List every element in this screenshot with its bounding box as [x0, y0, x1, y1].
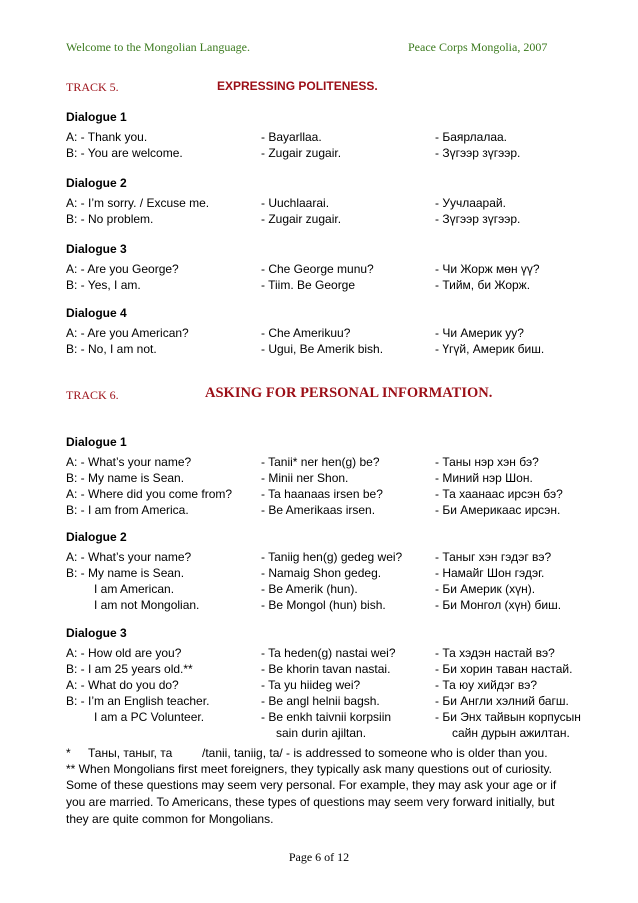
transliteration-text: - Be enkh taivnii korpsiin	[261, 710, 392, 724]
dialogue-line	[66, 550, 586, 566]
header-organization: Peace Corps Mongolia, 2007	[408, 40, 548, 54]
dialogue-line	[66, 278, 586, 294]
dialogue-line	[66, 678, 586, 694]
track-title: ASKING FOR PERSONAL INFORMATION.	[205, 385, 493, 401]
english-text: B: - My name is Sean.	[66, 471, 185, 485]
notes-paragraph: Some of these questions may seem very personal. For example, they may ask your age or if you are married. To Americans, these types of questions may seem very forward initially, but they are quite common for Mongolians.	[66, 778, 557, 826]
mongolian-text: - Баярлалаа.	[435, 130, 507, 144]
footnote-text: /tanii, taniig, ta/ - is addressed to someone who is older than you.	[202, 746, 548, 760]
dialogue-line	[66, 342, 586, 358]
english-text: B: - You are welcome.	[66, 146, 183, 160]
mongolian-text: - Зүгээр зүгээр.	[435, 146, 521, 160]
english-text: B: - I am 25 years old.**	[66, 662, 193, 676]
dialogue-title: Dialogue 3	[66, 242, 127, 256]
transliteration-text: - Uuchlaarai.	[261, 196, 330, 210]
transliteration-text: - Ugui, Be Amerik bish.	[261, 342, 384, 356]
english-text: B: - No problem.	[66, 212, 154, 226]
dialogue-line	[66, 262, 586, 278]
english-text: I am American.	[94, 582, 175, 596]
transliteration-text: - Ta heden(g) nastai wei?	[261, 646, 396, 660]
mongolian-text: - Чи Америк уу?	[435, 326, 524, 340]
dialogue-title: Dialogue 3	[66, 626, 127, 640]
dialogue-line	[66, 694, 586, 710]
track-label: TRACK 5.	[66, 80, 119, 94]
track-title: EXPRESSING POLITENESS.	[217, 79, 378, 93]
dialogue-line	[66, 726, 586, 742]
mongolian-text: - Миний нэр Шон.	[435, 471, 533, 485]
mongolian-text: - Та хаанаас ирсэн бэ?	[435, 487, 563, 501]
dialogue-line	[66, 146, 586, 162]
transliteration-text: - Tiim. Be George	[261, 278, 356, 292]
mongolian-text: - Үгүй, Америк биш.	[435, 342, 545, 356]
transliteration-text: - Be angl helnii bagsh.	[261, 694, 380, 708]
dialogue-line	[66, 662, 586, 678]
english-text: A: - What do you do?	[66, 678, 179, 692]
dialogue-line	[66, 196, 586, 212]
dialogue-title: Dialogue 1	[66, 110, 127, 124]
dialogue-line	[66, 471, 586, 487]
mongolian-text: - Би хорин таван настай.	[435, 662, 573, 676]
mongolian-text: - Би Америкаас ирсэн.	[435, 503, 561, 517]
dialogue-line	[66, 710, 586, 726]
dialogue-title: Dialogue 1	[66, 435, 127, 449]
transliteration-text: - Ta haanaas irsen be?	[261, 487, 383, 501]
english-text: B: - My name is Sean.	[66, 566, 185, 580]
mongolian-text: - Таныг хэн гэдэг вэ?	[435, 550, 552, 564]
english-text: A: - What’s your name?	[66, 550, 192, 564]
transliteration-text: - Che Amerikuu?	[261, 326, 351, 340]
transliteration-text: - Zugair zugair.	[261, 212, 342, 226]
transliteration-text: - Be Mongol (hun) bish.	[261, 598, 386, 612]
mongolian-text: - Чи Жорж мөн үү?	[435, 262, 540, 276]
english-text: A: - Are you George?	[66, 262, 179, 276]
dialogue-line	[66, 455, 586, 471]
transliteration-text: - Bayarllaa.	[261, 130, 322, 144]
transliteration-text: - Minii ner Shon.	[261, 471, 349, 485]
dialogue-line	[66, 487, 586, 503]
dialogue-line	[66, 566, 586, 582]
transliteration-text: - Zugair zugair.	[261, 146, 342, 160]
mongolian-text: - Уучлаарай.	[435, 196, 506, 210]
transliteration-text: - Tanii* ner hen(g) be?	[261, 455, 380, 469]
dialogue-line	[66, 503, 586, 519]
transliteration-text: - Be khorin tavan nastai.	[261, 662, 391, 676]
mongolian-text: - Та юу хийдэг вэ?	[435, 678, 538, 692]
transliteration-text: - Be Amerikaas irsen.	[261, 503, 376, 517]
dialogue-title: Dialogue 2	[66, 176, 127, 190]
mongolian-text: - Тийм, би Жорж.	[435, 278, 531, 292]
transliteration-text: - Che George munu?	[261, 262, 374, 276]
dialogue-line	[66, 212, 586, 228]
english-text: A: - I’m sorry. / Excuse me.	[66, 196, 210, 210]
mongolian-text: сайн дурын ажилтан.	[452, 726, 570, 740]
mongolian-text: - Таны нэр хэн бэ?	[435, 455, 539, 469]
transliteration-text: - Be Amerik (hun).	[261, 582, 358, 596]
dialogue-title: Dialogue 4	[66, 306, 127, 320]
dialogue-line	[66, 130, 586, 146]
english-text: A: - Are you American?	[66, 326, 189, 340]
dialogue-line	[66, 582, 586, 598]
transliteration-text: - Taniig hen(g) gedeg wei?	[261, 550, 403, 564]
english-text: I am not Mongolian.	[94, 598, 200, 612]
dialogue-line	[66, 598, 586, 614]
english-text: A: - How old are you?	[66, 646, 182, 660]
transliteration-text: sain durin ajiltan.	[276, 726, 367, 740]
english-text: A: - Where did you come from?	[66, 487, 233, 501]
mongolian-text: - Та хэдэн настай вэ?	[435, 646, 555, 660]
english-text: A: - Thank you.	[66, 130, 148, 144]
english-text: B: - I’m an English teacher.	[66, 694, 210, 708]
transliteration-text: - Namaig Shon gedeg.	[261, 566, 382, 580]
page-number: Page 6 of 12	[288, 850, 350, 864]
english-text: B: - Yes, I am.	[66, 278, 141, 292]
footnote-words: Таны, таныг, та	[88, 746, 173, 760]
mongolian-text: - Би Америк (хүн).	[435, 582, 536, 596]
footnote-marker: *	[66, 746, 71, 760]
track-label: TRACK 6.	[66, 388, 119, 402]
english-text: I am a PC Volunteer.	[94, 710, 205, 724]
english-text: B: - No, I am not.	[66, 342, 157, 356]
dialogue-line	[66, 326, 586, 342]
footnote-2: ** When Mongolians first meet foreigners, they typically ask many questions out of curiosity.	[66, 762, 552, 776]
dialogue-title: Dialogue 2	[66, 530, 127, 544]
english-text: A: - What’s your name?	[66, 455, 192, 469]
mongolian-text: - Би Монгол (хүн) биш.	[435, 598, 562, 612]
header-title: Welcome to the Mongolian Language.	[66, 40, 250, 54]
english-text: B: - I am from America.	[66, 503, 189, 517]
mongolian-text: - Зүгээр зүгээр.	[435, 212, 521, 226]
dialogue-line	[66, 646, 586, 662]
mongolian-text: - Намайг Шон гэдэг.	[435, 566, 545, 580]
transliteration-text: - Ta yu hiideg wei?	[261, 678, 361, 692]
mongolian-text: - Би Англи хэлний багш.	[435, 694, 569, 708]
page-header	[66, 40, 566, 58]
mongolian-text: - Би Энх тайвын корпусын	[435, 710, 581, 724]
